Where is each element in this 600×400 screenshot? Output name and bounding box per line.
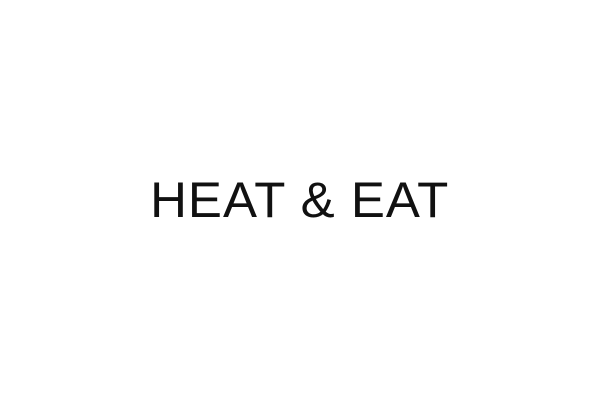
headline-text: HEAT & EAT — [150, 172, 450, 228]
